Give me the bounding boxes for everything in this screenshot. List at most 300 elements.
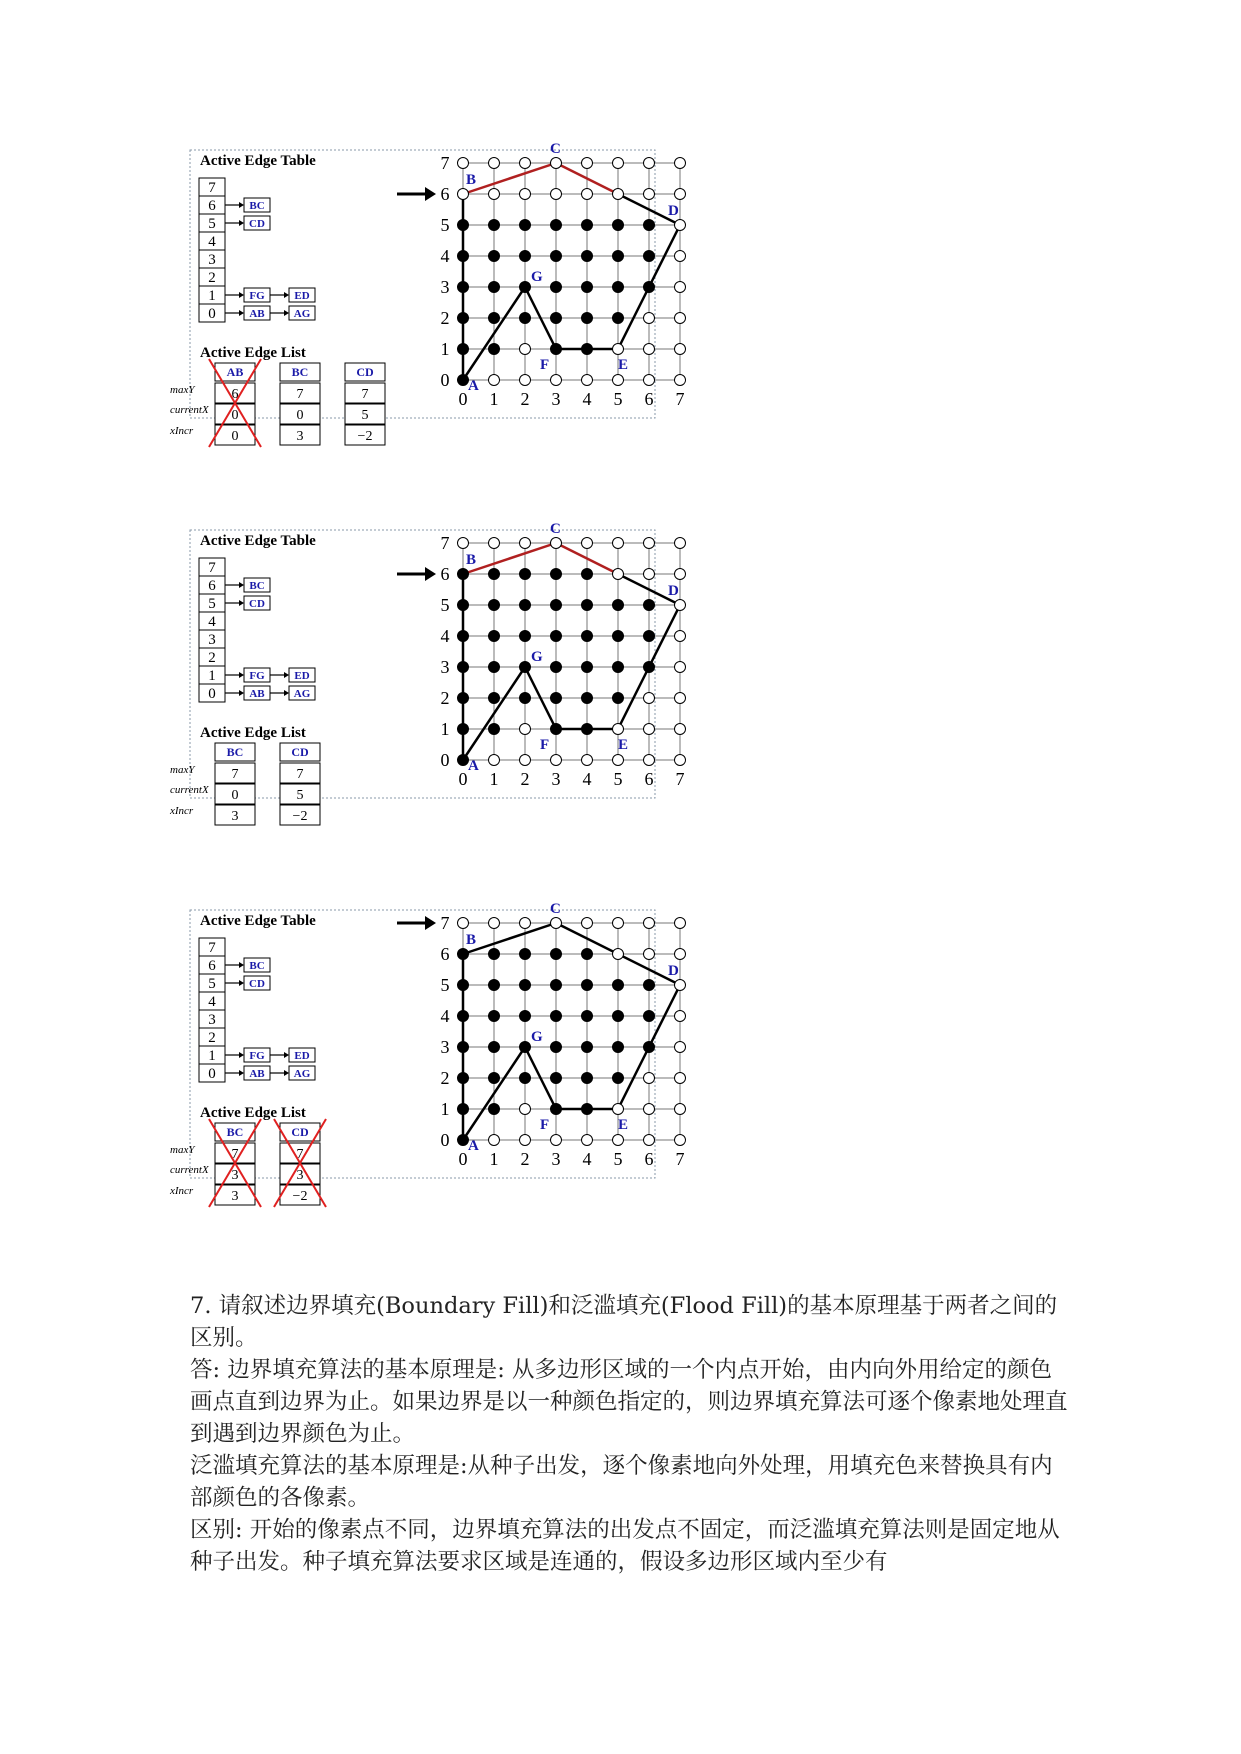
filled-pixel bbox=[582, 1104, 593, 1115]
question-title: 7. 请叙述边界填充(Boundary Fill)和泛滥填充(Flood Fill)的基本原理基于两者之间的区别。 bbox=[190, 1293, 1058, 1351]
empty-pixel bbox=[675, 344, 686, 355]
edge-table-edge-label: FG bbox=[249, 1050, 265, 1062]
edge-table-row-label: 2 bbox=[208, 650, 216, 666]
edge-list-value: 6 bbox=[231, 387, 239, 402]
y-tick-label: 4 bbox=[440, 246, 450, 266]
vertex-label-g: G bbox=[531, 649, 543, 665]
vertex-label-e: E bbox=[618, 1117, 629, 1133]
edge-table-row-label: 7 bbox=[208, 940, 216, 956]
filled-pixel bbox=[551, 980, 562, 991]
edge-table-edge-label: ED bbox=[294, 290, 310, 302]
edge-table-edge-label: BC bbox=[249, 580, 265, 592]
filled-pixel bbox=[458, 755, 469, 766]
filled-pixel bbox=[458, 980, 469, 991]
filled-pixel bbox=[458, 282, 469, 293]
vertex-label-e: E bbox=[618, 357, 629, 373]
filled-pixel bbox=[520, 949, 531, 960]
active-edge-table-title: Active Edge Table bbox=[200, 913, 316, 929]
filled-pixel bbox=[489, 631, 500, 642]
empty-pixel bbox=[675, 693, 686, 704]
filled-pixel bbox=[458, 569, 469, 580]
edge-list-header-label: CD bbox=[291, 745, 309, 759]
empty-pixel bbox=[644, 158, 655, 169]
empty-pixel bbox=[520, 375, 531, 386]
filled-pixel bbox=[520, 1042, 531, 1053]
filled-pixel bbox=[582, 569, 593, 580]
edge-table-row-label: 3 bbox=[208, 632, 216, 648]
empty-pixel bbox=[551, 538, 562, 549]
edge-table-arrowhead bbox=[284, 292, 289, 298]
edge-table-row-label: 2 bbox=[208, 270, 216, 286]
edge-list-header-label: BC bbox=[226, 1125, 244, 1139]
filled-pixel bbox=[489, 1073, 500, 1084]
filled-pixel bbox=[520, 693, 531, 704]
y-tick-label: 1 bbox=[440, 719, 450, 739]
empty-pixel bbox=[613, 569, 624, 580]
vertex-label-b: B bbox=[466, 172, 477, 188]
y-tick-label: 0 bbox=[440, 370, 450, 390]
edge-list-value: 3 bbox=[231, 1189, 239, 1204]
question-answer bbox=[190, 1290, 1070, 1578]
edge-table-row-label: 3 bbox=[208, 252, 216, 268]
filled-pixel bbox=[644, 662, 655, 673]
edge-list-header-label: CD bbox=[291, 1125, 309, 1139]
y-tick-label: 6 bbox=[440, 944, 450, 964]
edge-table-row-label: 6 bbox=[208, 198, 216, 214]
filled-pixel bbox=[582, 980, 593, 991]
filled-pixel bbox=[582, 344, 593, 355]
empty-pixel bbox=[520, 918, 531, 929]
edge-table-arrowhead bbox=[239, 690, 244, 696]
filled-pixel bbox=[489, 1042, 500, 1053]
filled-pixel bbox=[458, 313, 469, 324]
empty-pixel bbox=[675, 189, 686, 200]
empty-pixel bbox=[644, 1135, 655, 1146]
empty-pixel bbox=[675, 980, 686, 991]
polygon-edge-bc bbox=[463, 923, 556, 954]
filled-pixel bbox=[489, 1104, 500, 1115]
empty-pixel bbox=[644, 1073, 655, 1084]
empty-pixel bbox=[613, 755, 624, 766]
row-label-xincr: xIncr bbox=[170, 425, 194, 437]
empty-pixel bbox=[675, 282, 686, 293]
empty-pixel bbox=[520, 344, 531, 355]
edge-table-arrowhead bbox=[284, 1052, 289, 1058]
active-edge-list-title: Active Edge List bbox=[200, 345, 306, 361]
edge-table-row-label: 0 bbox=[208, 1066, 216, 1082]
empty-pixel bbox=[489, 158, 500, 169]
edge-list-value: 5 bbox=[296, 788, 304, 803]
vertex-label-a: A bbox=[468, 378, 479, 394]
vertex-label-b: B bbox=[466, 932, 477, 948]
empty-pixel bbox=[675, 724, 686, 735]
empty-pixel bbox=[644, 724, 655, 735]
x-tick-label: 4 bbox=[582, 1149, 592, 1169]
filled-pixel bbox=[458, 220, 469, 231]
filled-pixel bbox=[489, 662, 500, 673]
x-tick-label: 6 bbox=[644, 769, 654, 789]
x-tick-label: 4 bbox=[582, 769, 592, 789]
filled-pixel bbox=[582, 662, 593, 673]
x-tick-label: 6 bbox=[644, 389, 654, 409]
empty-pixel bbox=[644, 538, 655, 549]
scanline-arrowhead bbox=[425, 916, 436, 930]
filled-pixel bbox=[613, 313, 624, 324]
filled-pixel bbox=[613, 1011, 624, 1022]
empty-pixel bbox=[613, 344, 624, 355]
edge-table-row-label: 3 bbox=[208, 1012, 216, 1028]
filled-pixel bbox=[520, 980, 531, 991]
vertex-label-f: F bbox=[540, 737, 550, 753]
empty-pixel bbox=[582, 375, 593, 386]
empty-pixel bbox=[644, 949, 655, 960]
filled-pixel bbox=[582, 1011, 593, 1022]
empty-pixel bbox=[675, 918, 686, 929]
y-tick-label: 3 bbox=[440, 1037, 450, 1057]
scanline-figure-2 bbox=[170, 521, 805, 895]
empty-pixel bbox=[520, 755, 531, 766]
empty-pixel bbox=[675, 600, 686, 611]
x-tick-label: 2 bbox=[520, 389, 530, 409]
empty-pixel bbox=[489, 918, 500, 929]
empty-pixel bbox=[644, 755, 655, 766]
filled-pixel bbox=[613, 1073, 624, 1084]
edge-list-value: 7 bbox=[231, 767, 239, 782]
empty-pixel bbox=[582, 538, 593, 549]
empty-pixel bbox=[613, 375, 624, 386]
edge-table-edge-label: ED bbox=[294, 670, 310, 682]
filled-pixel bbox=[613, 600, 624, 611]
vertex-label-d: D bbox=[668, 963, 679, 979]
edge-table-arrowhead bbox=[284, 310, 289, 316]
empty-pixel bbox=[613, 158, 624, 169]
edge-table-row-label: 6 bbox=[208, 958, 216, 974]
filled-pixel bbox=[551, 662, 562, 673]
edge-table-row-label: 2 bbox=[208, 1030, 216, 1046]
filled-pixel bbox=[551, 1104, 562, 1115]
answer-boundary-fill: 答: 边界填充算法的基本原理是: 从多边形区域的一个内点开始，由内向外用给定的颜色画点直到边界为止。如果边界是以一种颜色指定的，则边界填充算法可逐个像素地处理直到遇到边界颜色为止。 bbox=[190, 1357, 1068, 1447]
empty-pixel bbox=[644, 918, 655, 929]
empty-pixel bbox=[675, 313, 686, 324]
filled-pixel bbox=[613, 693, 624, 704]
empty-pixel bbox=[458, 918, 469, 929]
row-label-xincr: xIncr bbox=[170, 1185, 194, 1197]
edge-table-row-label: 5 bbox=[208, 976, 216, 992]
edge-table-row-label: 7 bbox=[208, 180, 216, 196]
edge-table-edge-label: AG bbox=[293, 688, 311, 700]
empty-pixel bbox=[675, 662, 686, 673]
y-tick-label: 2 bbox=[440, 308, 450, 328]
empty-pixel bbox=[675, 1042, 686, 1053]
active-edge-table-title: Active Edge Table bbox=[200, 153, 316, 169]
empty-pixel bbox=[551, 375, 562, 386]
filled-pixel bbox=[582, 220, 593, 231]
filled-pixel bbox=[458, 375, 469, 386]
vertex-label-g: G bbox=[531, 269, 543, 285]
y-tick-label: 4 bbox=[440, 626, 450, 646]
filled-pixel bbox=[489, 282, 500, 293]
edge-table-edge-label: CD bbox=[249, 598, 265, 610]
vertex-label-c: C bbox=[550, 521, 561, 537]
edge-table-arrowhead bbox=[284, 690, 289, 696]
edge-list-header-label: BC bbox=[226, 745, 244, 759]
y-tick-label: 6 bbox=[440, 184, 450, 204]
filled-pixel bbox=[582, 282, 593, 293]
filled-pixel bbox=[458, 1042, 469, 1053]
empty-pixel bbox=[489, 755, 500, 766]
scanline-figure-1 bbox=[170, 141, 805, 515]
filled-pixel bbox=[489, 569, 500, 580]
filled-pixel bbox=[551, 344, 562, 355]
y-tick-label: 4 bbox=[440, 1006, 450, 1026]
filled-pixel bbox=[551, 724, 562, 735]
x-tick-label: 5 bbox=[613, 389, 623, 409]
empty-pixel bbox=[675, 755, 686, 766]
y-tick-label: 2 bbox=[440, 1068, 450, 1088]
empty-pixel bbox=[675, 220, 686, 231]
edge-table-row-label: 1 bbox=[208, 1048, 216, 1064]
answer-flood-fill: 泛滥填充算法的基本原理是:从种子出发，逐个像素地向外处理，用填充色来替换具有内部颜色的各像素。 bbox=[190, 1453, 1053, 1511]
y-tick-label: 7 bbox=[440, 913, 450, 933]
y-tick-label: 7 bbox=[440, 153, 450, 173]
edge-list-value: 0 bbox=[231, 408, 239, 423]
empty-pixel bbox=[582, 755, 593, 766]
filled-pixel bbox=[582, 1073, 593, 1084]
edge-list-value: −2 bbox=[292, 809, 308, 824]
empty-pixel bbox=[675, 569, 686, 580]
filled-pixel bbox=[582, 949, 593, 960]
filled-pixel bbox=[644, 1011, 655, 1022]
empty-pixel bbox=[582, 189, 593, 200]
filled-pixel bbox=[458, 724, 469, 735]
active-edge-table-title: Active Edge Table bbox=[200, 533, 316, 549]
edge-list-header-label: AB bbox=[226, 365, 244, 379]
x-tick-label: 1 bbox=[489, 769, 499, 789]
scanline-figure-2-svg bbox=[170, 521, 805, 895]
filled-pixel bbox=[551, 251, 562, 262]
filled-pixel bbox=[520, 569, 531, 580]
vertex-label-e: E bbox=[618, 737, 629, 753]
edge-table-edge-label: BC bbox=[249, 960, 265, 972]
empty-pixel bbox=[582, 158, 593, 169]
edge-table-row-label: 6 bbox=[208, 578, 216, 594]
edge-table-arrowhead bbox=[239, 310, 244, 316]
scanline-figure-1-svg bbox=[170, 141, 805, 515]
edge-table-row-label: 5 bbox=[208, 596, 216, 612]
empty-pixel bbox=[520, 158, 531, 169]
scanline-arrowhead bbox=[425, 187, 436, 201]
edge-table-edge-label: CD bbox=[249, 978, 265, 990]
empty-pixel bbox=[520, 1104, 531, 1115]
edge-table-edge-label: AG bbox=[293, 308, 311, 320]
x-tick-label: 4 bbox=[582, 389, 592, 409]
filled-pixel bbox=[489, 251, 500, 262]
empty-pixel bbox=[520, 724, 531, 735]
filled-pixel bbox=[582, 251, 593, 262]
edge-table-arrowhead bbox=[239, 600, 244, 606]
y-tick-label: 1 bbox=[440, 339, 450, 359]
x-tick-label: 1 bbox=[489, 1149, 499, 1169]
y-tick-label: 7 bbox=[440, 533, 450, 553]
x-tick-label: 0 bbox=[458, 1149, 468, 1169]
filled-pixel bbox=[458, 1073, 469, 1084]
empty-pixel bbox=[489, 375, 500, 386]
x-tick-label: 7 bbox=[675, 389, 685, 409]
empty-pixel bbox=[675, 1104, 686, 1115]
active-edge-list-title: Active Edge List bbox=[200, 725, 306, 741]
polygon-edge-bc bbox=[463, 543, 556, 574]
empty-pixel bbox=[613, 724, 624, 735]
empty-pixel bbox=[644, 569, 655, 580]
y-tick-label: 5 bbox=[440, 215, 450, 235]
vertex-label-d: D bbox=[668, 203, 679, 219]
edge-list-value: 0 bbox=[231, 788, 239, 803]
filled-pixel bbox=[551, 693, 562, 704]
edge-list-value: 3 bbox=[296, 429, 304, 444]
edge-table-arrowhead bbox=[239, 1052, 244, 1058]
filled-pixel bbox=[458, 251, 469, 262]
empty-pixel bbox=[675, 538, 686, 549]
filled-pixel bbox=[458, 631, 469, 642]
edge-list-value: 7 bbox=[296, 387, 304, 402]
filled-pixel bbox=[551, 1011, 562, 1022]
edge-table-edge-label: CD bbox=[249, 218, 265, 230]
filled-pixel bbox=[644, 600, 655, 611]
row-label-currentx: currentX bbox=[170, 1164, 209, 1176]
filled-pixel bbox=[582, 724, 593, 735]
edge-table-row-label: 0 bbox=[208, 306, 216, 322]
edge-list-value: 5 bbox=[361, 408, 369, 423]
x-tick-label: 3 bbox=[551, 769, 561, 789]
filled-pixel bbox=[644, 631, 655, 642]
edge-table-row-label: 4 bbox=[208, 234, 216, 250]
empty-pixel bbox=[675, 375, 686, 386]
vertex-label-f: F bbox=[540, 1117, 550, 1133]
row-label-maxy: maxY bbox=[170, 384, 195, 396]
x-tick-label: 1 bbox=[489, 389, 499, 409]
empty-pixel bbox=[644, 1104, 655, 1115]
y-tick-label: 3 bbox=[440, 657, 450, 677]
row-label-xincr: xIncr bbox=[170, 805, 194, 817]
empty-pixel bbox=[582, 1135, 593, 1146]
x-tick-label: 2 bbox=[520, 769, 530, 789]
answer-difference: 区别: 开始的像素点不同，边界填充算法的出发点不固定，而泛滥填充算法则是固定地从种子出发。种子填充算法要求区域是连通的，假设多边形区域内至少有 bbox=[190, 1517, 1060, 1575]
edge-table-arrowhead bbox=[239, 220, 244, 226]
empty-pixel bbox=[644, 313, 655, 324]
vertex-label-a: A bbox=[468, 1138, 479, 1154]
y-tick-label: 5 bbox=[440, 975, 450, 995]
edge-table-edge-label: AB bbox=[249, 1068, 265, 1080]
filled-pixel bbox=[644, 1042, 655, 1053]
filled-pixel bbox=[520, 662, 531, 673]
filled-pixel bbox=[644, 251, 655, 262]
filled-pixel bbox=[551, 600, 562, 611]
edge-table-row-label: 4 bbox=[208, 614, 216, 630]
filled-pixel bbox=[458, 600, 469, 611]
empty-pixel bbox=[675, 158, 686, 169]
filled-pixel bbox=[458, 1104, 469, 1115]
filled-pixel bbox=[489, 980, 500, 991]
edge-table-edge-label: BC bbox=[249, 200, 265, 212]
scanline-figure-3 bbox=[170, 901, 805, 1275]
vertex-label-f: F bbox=[540, 357, 550, 373]
edge-list-header-label: BC bbox=[291, 365, 309, 379]
edge-table-edge-label: AG bbox=[293, 1068, 311, 1080]
empty-pixel bbox=[458, 158, 469, 169]
row-label-currentx: currentX bbox=[170, 784, 209, 796]
filled-pixel bbox=[644, 220, 655, 231]
row-label-maxy: maxY bbox=[170, 764, 195, 776]
empty-pixel bbox=[613, 1104, 624, 1115]
edge-list-value: −2 bbox=[292, 1189, 308, 1204]
filled-pixel bbox=[551, 1073, 562, 1084]
filled-pixel bbox=[458, 1011, 469, 1022]
filled-pixel bbox=[613, 220, 624, 231]
x-tick-label: 7 bbox=[675, 769, 685, 789]
empty-pixel bbox=[551, 755, 562, 766]
filled-pixel bbox=[520, 600, 531, 611]
scanline-figure-3-svg bbox=[170, 901, 805, 1275]
edge-list-value: 7 bbox=[361, 387, 369, 402]
filled-pixel bbox=[489, 724, 500, 735]
edge-list-value: 7 bbox=[296, 767, 304, 782]
empty-pixel bbox=[675, 1135, 686, 1146]
empty-pixel bbox=[675, 1011, 686, 1022]
empty-pixel bbox=[551, 189, 562, 200]
filled-pixel bbox=[551, 282, 562, 293]
filled-pixel bbox=[613, 251, 624, 262]
filled-pixel bbox=[458, 949, 469, 960]
filled-pixel bbox=[613, 1042, 624, 1053]
empty-pixel bbox=[675, 631, 686, 642]
empty-pixel bbox=[613, 949, 624, 960]
scanline-arrowhead bbox=[425, 567, 436, 581]
x-tick-label: 0 bbox=[458, 769, 468, 789]
filled-pixel bbox=[520, 1011, 531, 1022]
x-tick-label: 5 bbox=[613, 1149, 623, 1169]
y-tick-label: 5 bbox=[440, 595, 450, 615]
x-tick-label: 6 bbox=[644, 1149, 654, 1169]
edge-table-edge-label: AB bbox=[249, 308, 265, 320]
edge-table-arrowhead bbox=[239, 1070, 244, 1076]
empty-pixel bbox=[520, 189, 531, 200]
filled-pixel bbox=[551, 631, 562, 642]
filled-pixel bbox=[520, 251, 531, 262]
polygon-edge-bc bbox=[463, 163, 556, 194]
filled-pixel bbox=[582, 693, 593, 704]
y-tick-label: 6 bbox=[440, 564, 450, 584]
edge-table-arrowhead bbox=[239, 202, 244, 208]
filled-pixel bbox=[489, 600, 500, 611]
filled-pixel bbox=[551, 949, 562, 960]
vertex-label-c: C bbox=[550, 901, 561, 917]
empty-pixel bbox=[489, 189, 500, 200]
x-tick-label: 3 bbox=[551, 1149, 561, 1169]
vertex-label-d: D bbox=[668, 583, 679, 599]
edge-list-value: 3 bbox=[231, 1168, 239, 1183]
filled-pixel bbox=[551, 313, 562, 324]
filled-pixel bbox=[613, 980, 624, 991]
vertex-label-a: A bbox=[468, 758, 479, 774]
vertex-label-g: G bbox=[531, 1029, 543, 1045]
empty-pixel bbox=[613, 918, 624, 929]
row-label-maxy: maxY bbox=[170, 1144, 195, 1156]
empty-pixel bbox=[520, 538, 531, 549]
y-tick-label: 3 bbox=[440, 277, 450, 297]
edge-table-arrowhead bbox=[239, 582, 244, 588]
filled-pixel bbox=[613, 662, 624, 673]
filled-pixel bbox=[458, 662, 469, 673]
